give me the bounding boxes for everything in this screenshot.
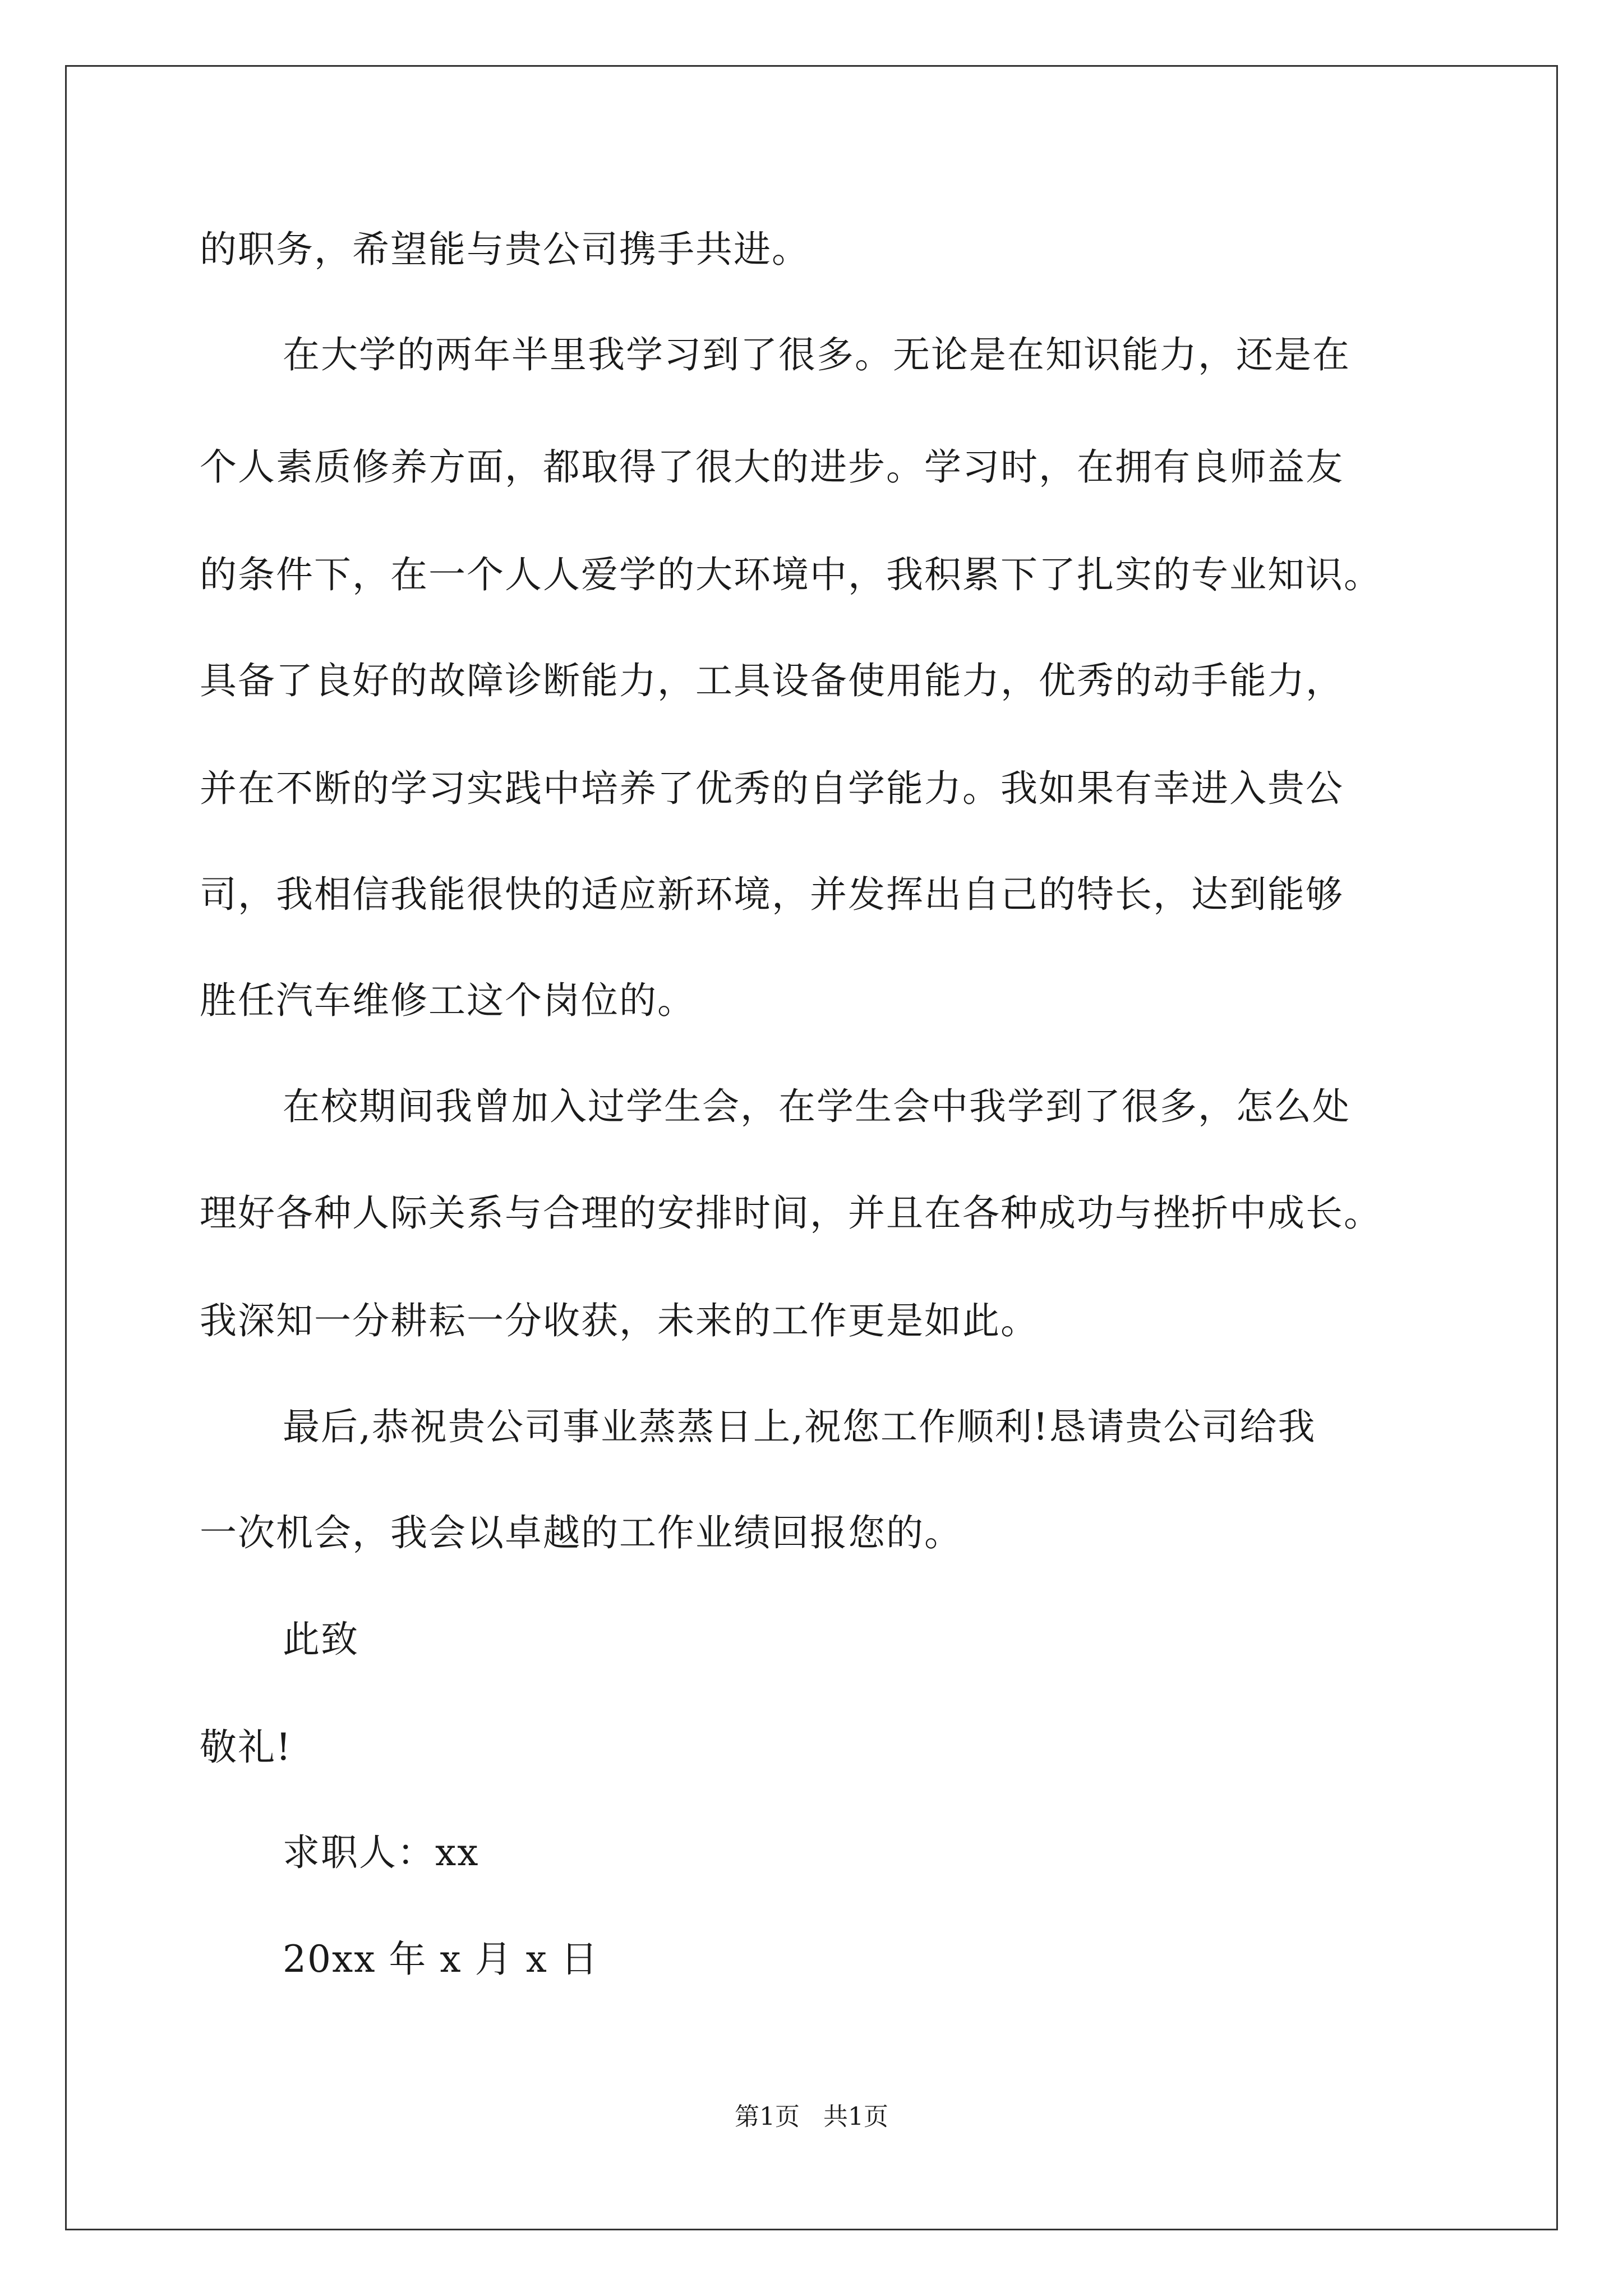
body-line-3: 个人素质修养方面，都取得了很大的进步。学习时，在拥有良师益友 bbox=[200, 445, 1344, 489]
body-line-4: 的条件下，在一个人人爱学的大环境中，我积累下了扎实的专业知识。 bbox=[200, 553, 1382, 596]
body-line-12: 最后,恭祝贵公司事业蒸蒸日上,祝您工作顺利!恳请贵公司给我 bbox=[283, 1405, 1316, 1448]
closing-salutation: 此致 bbox=[283, 1618, 359, 1661]
body-line-2: 在大学的两年半里我学习到了很多。无论是在知识能力，还是在 bbox=[283, 333, 1350, 376]
body-line-5: 具备了良好的故障诊断能力，工具设备使用能力，优秀的动手能力， bbox=[200, 659, 1344, 702]
date-line: 20xx 年 x 月 x 日 bbox=[283, 1938, 599, 1981]
closing-regards: 敬礼! bbox=[200, 1726, 292, 1769]
body-line-1: 的职务，希望能与贵公司携手共进。 bbox=[200, 228, 810, 271]
body-line-11: 我深知一分耕耘一分收获，未来的工作更是如此。 bbox=[200, 1299, 1039, 1342]
page-footer: 第1页 共1页 bbox=[735, 2102, 888, 2131]
body-line-13: 一次机会，我会以卓越的工作业绩回报您的。 bbox=[200, 1511, 962, 1554]
body-line-8: 胜任汽车维修工这个岗位的。 bbox=[200, 979, 695, 1022]
body-line-6: 并在不断的学习实践中培养了优秀的自学能力。我如果有幸进入贵公 bbox=[200, 767, 1344, 810]
body-line-7: 司，我相信我能很快的适应新环境，并发挥出自己的特长，达到能够 bbox=[200, 873, 1344, 916]
body-line-10: 理好各种人际关系与合理的安排时间，并且在各种成功与挫折中成长。 bbox=[200, 1191, 1382, 1235]
page-border bbox=[65, 65, 1558, 2230]
signature-line: 求职人：xx bbox=[283, 1831, 479, 1874]
body-line-9: 在校期间我曾加入过学生会，在学生会中我学到了很多，怎么处 bbox=[283, 1085, 1350, 1128]
